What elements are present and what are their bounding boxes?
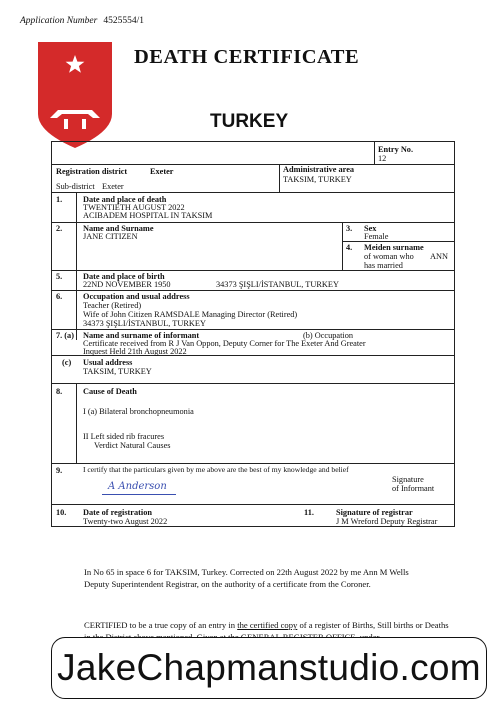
field-4-sublabel-2: has married [364, 261, 403, 270]
certified-copy-link: the certified copy [237, 620, 298, 630]
informant-line-2: Inquest Held 21th August 2022 [83, 347, 187, 356]
field-5-number: 5. [56, 272, 63, 281]
field-10-label: Date of registration [83, 508, 152, 517]
informant-line-1: Certificate received from R J Van Oppon, Deputy Corner for The Exeter And Greater [83, 339, 366, 348]
usual-address: 34373 ŞIŞLI/İSTANBUL, TURKEY [83, 319, 206, 328]
field-2-label: Name and Surname [83, 224, 154, 233]
field-10-number: 10. [56, 508, 67, 517]
date-of-death: TWENTIETH AUGUST 2022 [83, 203, 185, 212]
country-heading: TURKEY [210, 111, 289, 132]
certified-text-1: CERTIFIED to be a true copy of an entry in [84, 620, 238, 630]
cause-of-death-1a: I (a) Bilateral bronchopneumonia [83, 407, 194, 416]
field-11-label: Signature of registrar [336, 508, 413, 517]
deceased-name: JANE CITIZEN [83, 232, 138, 241]
administrative-area-value: TAKSIM, TURKEY [283, 175, 352, 184]
application-number-value: 4525554/1 [103, 16, 144, 26]
watermark-banner: JakeChapmanstudio.com [51, 637, 487, 699]
informant-address: TAKSIM, TURKEY [83, 367, 152, 376]
certificate-form [51, 141, 455, 527]
application-number [20, 16, 144, 26]
field-7-number: 7. (a) [56, 331, 74, 340]
date-of-registration: Twenty-two August 2022 [83, 517, 168, 526]
occupation-detail: Wife of John Citizen RAMSDALE Managing Director (Retired) [83, 310, 298, 319]
informant-signature: A Anderson [108, 481, 167, 492]
entry-no-value: 12 [378, 154, 387, 163]
field-1-label: Date and place of death [83, 195, 167, 204]
field-6-label: Occupation and usual address [83, 292, 190, 301]
registration-district-label: Registration district [56, 167, 128, 176]
sub-district-label: Sub-district [56, 182, 95, 191]
field-11-number: 11. [304, 508, 314, 517]
field-c-number: (c) [62, 358, 72, 367]
cause-of-death-ii: II Left sided rib fracures [83, 432, 165, 441]
field-4-sublabel-1: of woman who [364, 252, 414, 261]
maiden-surname-value: ANN [430, 252, 448, 261]
place-of-death: ACIBADEM HOSPITAL IN TAKSIM [83, 211, 213, 220]
signature-of-informant-label: of Informant [392, 484, 435, 493]
application-number-label: Application Number [20, 16, 98, 26]
field-3-label: Sex [364, 224, 377, 233]
field-1-number: 1. [56, 195, 63, 204]
field-7-label: Name and surname of informant [83, 331, 200, 340]
certified-text-2: of a register of Births, Still births or Deaths [299, 620, 449, 630]
certification-statement: I certify that the particulars given by me above are the best of my knowledge and belief [83, 465, 349, 474]
field-4-number: 4. [346, 243, 353, 252]
field-6-number: 6. [56, 292, 63, 301]
administrative-area-label: Administrative area [283, 165, 355, 174]
page-title: DEATH CERTIFICATE [134, 46, 360, 68]
occupation: Teacher (Retired) [83, 301, 142, 310]
field-3-number: 3. [346, 224, 353, 233]
field-4-label: Meiden surname [364, 243, 424, 252]
field-5-label: Date and place of birth [83, 272, 165, 281]
entry-no-label: Entry No. [378, 145, 414, 154]
field-7b-label: (b) Occupation [303, 331, 353, 340]
turkey-emblem-icon [34, 40, 116, 150]
correction-note: In No 65 in space 6 for TAKSIM, Turkey. Corrected on 22th August 2022 by me Ann M Wells Deputy Superintendent Registrar, on the authority of a certificate from the Coroner. [84, 567, 409, 589]
date-of-birth: 22ND NOVEMBER 1950 [83, 280, 171, 289]
registrar-signature: J M Wreford Deputy Registrar [336, 517, 438, 526]
field-8-label: Cause of Death [83, 387, 137, 396]
registration-district-value: Exeter [150, 167, 174, 176]
place-of-birth: 34373 ŞIŞLI/İSTANBUL, TURKEY [216, 280, 339, 289]
signature-label: Signature [392, 475, 424, 484]
field-9-number: 9. [56, 466, 63, 475]
field-8-number: 8. [56, 387, 63, 396]
sex-value: Female [364, 232, 389, 241]
sub-district-value: Exeter [102, 182, 124, 191]
field-c-label: Usual address [83, 358, 133, 367]
verdict: Verdict Natural Causes [94, 441, 171, 450]
field-2-number: 2. [56, 224, 63, 233]
